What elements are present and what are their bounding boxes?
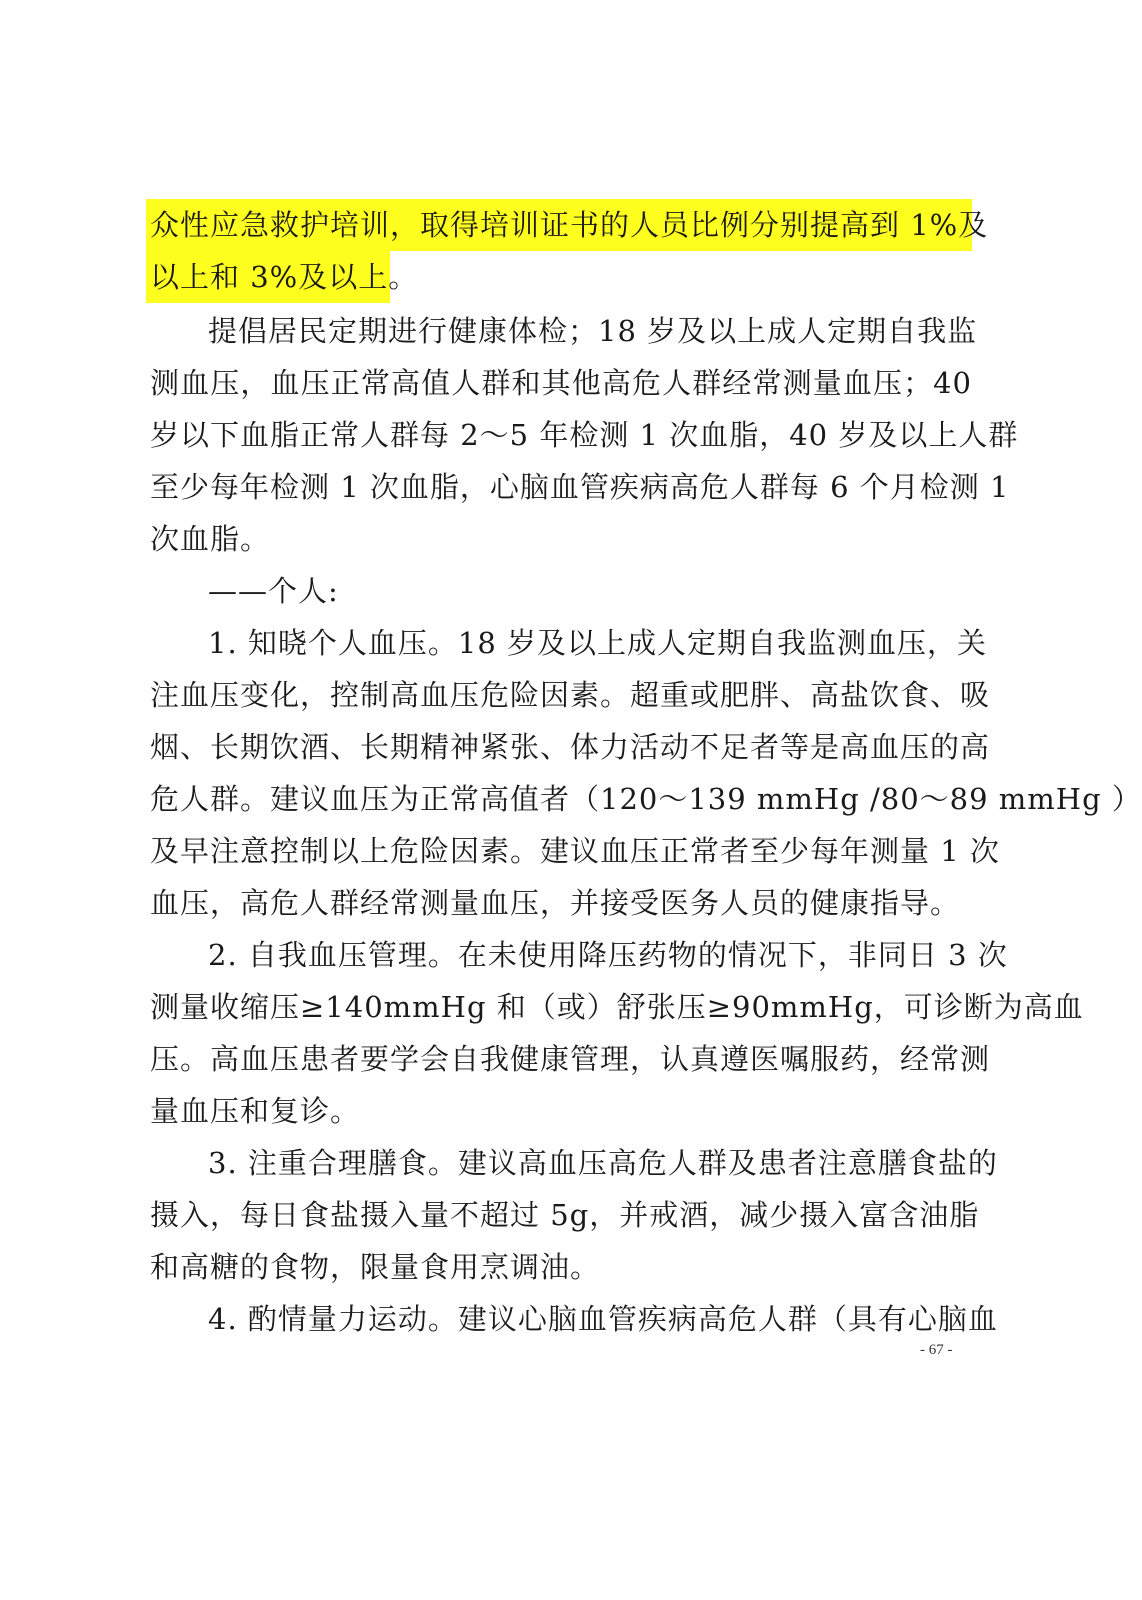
item-2-line-3: 压。高血压患者要学会自我健康管理，认真遵医嘱服药，经常测 bbox=[150, 1042, 991, 1076]
paragraph-1-line-5: 次血脂。 bbox=[150, 522, 271, 556]
item-1-line-6: 血压，高危人群经常测量血压，并接受医务人员的健康指导。 bbox=[150, 886, 961, 920]
item-3-line-1: 3. 注重合理膳食。建议高血压高危人群及患者注意膳食盐的 bbox=[208, 1146, 998, 1180]
text-line-1: 众性应急救护培训，取得培训证书的人员比例分别提高到 1%及 bbox=[150, 208, 989, 242]
paragraph-1-line-1: 提倡居民定期进行健康体检；18 岁及以上成人定期自我监 bbox=[208, 314, 978, 348]
item-1-line-3: 烟、长期饮酒、长期精神紧张、体力活动不足者等是高血压的高 bbox=[150, 730, 991, 764]
item-2-line-4: 量血压和复诊。 bbox=[150, 1094, 361, 1128]
item-1-line-1: 1. 知晓个人血压。18 岁及以上成人定期自我监测血压，关 bbox=[208, 626, 988, 660]
item-3-line-3: 和高糖的食物，限量食用烹调油。 bbox=[150, 1250, 601, 1284]
item-1-line-2: 注血压变化，控制高血压危险因素。超重或肥胖、高盐饮食、吸 bbox=[150, 678, 991, 712]
item-2-line-1: 2. 自我血压管理。在未使用降压药物的情况下，非同日 3 次 bbox=[208, 938, 1008, 972]
section-heading-individual: ——个人: bbox=[208, 574, 339, 608]
text-line-2: 以上和 3%及以上。 bbox=[150, 260, 419, 294]
paragraph-1-line-3: 岁以下血脂正常人群每 2～5 年检测 1 次血脂，40 岁及以上人群 bbox=[150, 418, 1019, 452]
item-3-line-2: 摄入，每日食盐摄入量不超过 5g，并戒酒，减少摄入富含油脂 bbox=[150, 1198, 980, 1232]
page-number: - 67 - bbox=[920, 1342, 953, 1358]
paragraph-1-line-2: 测血压，血压正常高值人群和其他高危人群经常测量血压；40 bbox=[150, 366, 972, 400]
item-1-line-5: 及早注意控制以上危险因素。建议血压正常者至少每年测量 1 次 bbox=[150, 834, 1000, 868]
item-1-line-4: 危人群。建议血压为正常高值者（120～139 mmHg /80～89 mmHg ） bbox=[150, 782, 1142, 816]
item-2-line-2: 测量收缩压≥140mmHg 和（或）舒张压≥90mmHg，可诊断为高血 bbox=[150, 990, 1084, 1024]
paragraph-1-line-4: 至少每年检测 1 次血脂，心脑血管疾病高危人群每 6 个月检测 1 bbox=[150, 470, 1010, 504]
item-4-line-1: 4. 酌情量力运动。建议心脑血管疾病高危人群（具有心脑血 bbox=[208, 1302, 998, 1336]
